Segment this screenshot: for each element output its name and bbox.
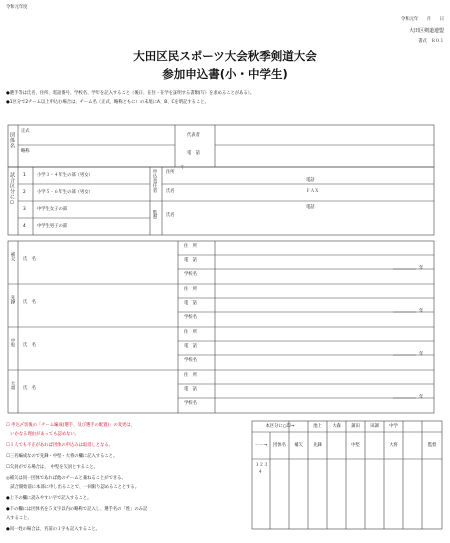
rt-sub-taisho: 大将: [389, 443, 398, 448]
note-7: 試合開始前に本部に申し出ることで、一回限り認めることとする。: [6, 485, 140, 490]
rt-header-junior-high: 中学: [389, 424, 398, 429]
player-phone-label: 電 話: [184, 387, 197, 392]
division-label-4: 中学生男子の部: [37, 224, 68, 229]
player-phone-label: 電 話: [184, 344, 197, 349]
note-10: 入すること。: [6, 516, 32, 521]
note-1: ☐ 申込〆切後の「チーム編成(選手、及び選手の配置)」の変更は、: [6, 423, 135, 428]
instruction-1: ●選手等は氏名、住所、電話番号、学校名、学年を記入すること（後日、在住・在学を証明する書類(写）を求めることがある）。: [6, 91, 255, 96]
supervisor-label: 監督: [152, 210, 157, 220]
rt-row-number-4: ４: [258, 470, 263, 475]
player-phone-label: 電 話: [184, 301, 197, 306]
team-side-label: 団体名: [9, 132, 15, 149]
player-address-label: 住 所: [184, 373, 197, 378]
player-address-label: 住 所: [184, 330, 197, 335]
player-name-label: 氏 名: [23, 257, 36, 262]
division-label-1: 小学３・４年生の部（男女）: [37, 173, 93, 178]
division-side-label: 試合区分に○: [9, 172, 15, 206]
rt-header-select: 本区分に○印→: [265, 424, 295, 429]
date-label: 令和元年 月 日: [401, 17, 444, 22]
player-grade-label: 年: [419, 395, 424, 400]
page-title: 大田区民スポーツ大会秋季剣道大会: [133, 49, 317, 63]
applicant-fax-label: ＦＡＸ: [306, 189, 319, 194]
rt-header-omori: 大森: [332, 424, 341, 429]
supervisor-phone-label: 電話: [306, 205, 315, 210]
note-3: ☐１人でも不正があれば団体の申込みは取消しとなる。: [6, 443, 113, 448]
team-abbrev-label: 略称: [21, 149, 30, 154]
player-name-label: 氏 名: [23, 300, 36, 305]
supervisor-name-label: 氏名: [166, 213, 175, 218]
player-position-chuken: 中堅: [10, 338, 15, 348]
rt-sub-reserve: 補欠: [294, 443, 303, 448]
applicant-name-label: 氏名: [166, 189, 175, 194]
note-11: ●同一姓の場合は、名前の１字も記入すること。: [6, 527, 100, 532]
player-position-reserve: 補欠: [10, 252, 15, 262]
player-school-label: 学校名: [184, 315, 197, 320]
player-address-label: 住 所: [184, 244, 197, 249]
player-school-label: 学校名: [184, 272, 197, 277]
rt-sub-senpo: 先鋒: [313, 443, 322, 448]
rt-sub-team: 団体名: [273, 443, 286, 448]
rt-header-kamata: 蒲田: [351, 424, 360, 429]
player-grade-label: 年: [419, 309, 424, 314]
applicant-phone-label: 電話: [306, 178, 315, 183]
player-address-label: 住 所: [184, 287, 197, 292]
note-2: いかなる理由があっても認めない。: [6, 432, 80, 437]
division-num-3: 3: [23, 207, 26, 212]
postal-mark: 〒: [180, 166, 185, 171]
division-num-1: 1: [23, 173, 26, 178]
page-subtitle: 参加申込書(小・中学生): [162, 67, 288, 81]
division-num-4: 4: [23, 224, 26, 229]
player-position-taisho: 大将: [10, 381, 15, 391]
note-5: ☐欠員がでる場合は、 中堅を欠員とすること。: [6, 465, 98, 470]
rt-sub-supervisor: 監督: [427, 443, 437, 448]
player-grade-label: 年: [419, 352, 424, 357]
division-label-3: 中学生女子の部: [37, 207, 68, 212]
player-name-label: 氏 名: [23, 343, 36, 348]
applicant-label: 申込責任者: [152, 169, 157, 193]
rt-arrow: －－→: [254, 443, 268, 448]
note-6: ◎補欠は同一団体であれば他のチームと兼ねることができる。: [6, 476, 126, 481]
player-phone-label: 電 話: [184, 258, 197, 263]
rep-label: 代表者: [187, 133, 200, 138]
player-position-senpo: 先鋒: [10, 295, 15, 305]
era-label: 令和元年度: [6, 5, 28, 10]
note-9: ●下の欄には団体名を５文字以内の略称で記入し、選手名の「姓」のみ記: [6, 507, 148, 512]
note-4: ☐三名編成なので先鋒・中堅・大将の欄に記入すること。: [6, 454, 118, 459]
rt-header-chofu: 田調: [370, 424, 379, 429]
rt-sub-chuken: 中堅: [351, 443, 360, 448]
player-school-label: 学校名: [184, 358, 197, 363]
division-label-2: 小学５・６年生の部（男女）: [37, 190, 93, 195]
instruction-2: ●1区分で2チーム以上申込む場合は、チーム名（正式、略称ともに）の末尾にA、B、Cを明記すること。: [6, 100, 209, 105]
rt-row-numbers: １２３: [255, 463, 268, 468]
player-grade-label: 年: [419, 266, 424, 271]
player-school-label: 学校名: [184, 401, 197, 406]
org-name: 大田区剣道連盟: [408, 28, 444, 34]
rt-header-ikegami: 池上: [313, 424, 322, 429]
player-name-label: 氏 名: [23, 386, 36, 391]
team-phone-label: 電 話: [187, 151, 200, 156]
note-8: ●上下の欄に読みやすい字で記入すること。: [6, 496, 92, 501]
team-official-label: 正式: [21, 129, 30, 134]
applicant-address-label: 住所: [166, 170, 175, 175]
form-code: 書式 Ｒ０１: [418, 39, 444, 44]
division-num-2: 2: [23, 190, 26, 195]
